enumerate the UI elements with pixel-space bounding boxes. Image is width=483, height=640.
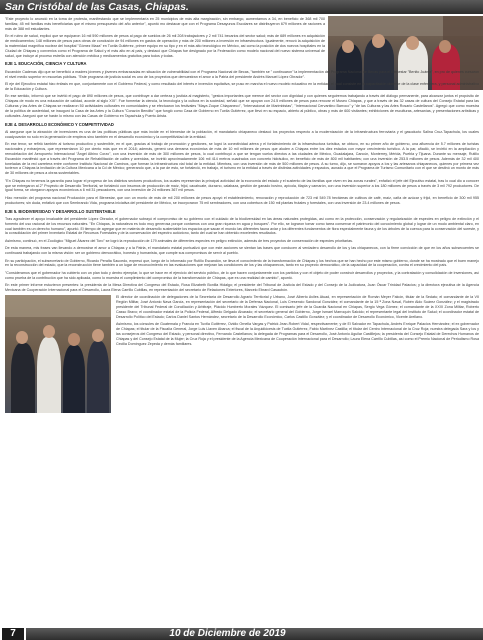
paragraph: Escandón Cadenas dijo que se benefició a madres jóvenes y jóvenes embarazadas en situación de vulnerabilidad con el Programa Nacional de Becas, "también se " continuaron" la implementación del Programa Nacional de Becas para el Bienestar "Benito Juárez", en pro de quienes cursaron el nivel medio superior en escuelas públicas. "Este programa de justicia social es uno de los proyectos que demuestran el amor a la Patria del presidente Andrés Manuel López Obrador".	[5, 69, 479, 79]
section-heading: EJE 5. BIODIVERSIDAD Y DESARROLLO SUSTENTABLE	[5, 208, 116, 214]
paragraph: En su participación, el subsecretario de Gobierno, Ricardo Peralta Saucedo, expresó que, luego de lo informado por Rutilio Escandón, se lleva el conocimiento de la transformación de Chiapas y los hechos que se han hecho por este mismo gobierno, donde se ha mostrado que el buen manejo en la reconstrucción del estado, que la reconstrucción tiene también a un lugar de reconocimiento en las evaluaciones que mejoran las condiciones de los y las chiapanecos, tanto en su proyecto democrático, de la capacidad de la cooperación, contra el crecimiento del país.	[5, 258, 479, 268]
paragraph: Asimismo, continuó, en el Zoológico "Miguel Álvarez del Toro" se logró la reproducción de 179 animales de diferentes especies en peligro extinción, además de tres proyectos de conservación de especies prioritarias.	[5, 238, 353, 243]
paragraph: Tras agradecer el apoyo invaluable del presidente López Obrador, el gobernador subrayó el compromiso de su gobierno con el cuidado de la biodiversidad en las áreas naturales protegidas, así como en la protección, conservación y regularización de especies en peligro de extinción y el fomento del uso racional de los recursos naturales. "En Chiapas, la naturaleza es todo muy generosa porque contamos con una gran riqueza en agua y bosques". Por ello, se lograron tomar como tarea conservar el patrimonio del conocimiento global y lograr de un modo ambiental claro, en cual también es un derecho humano", apuntó. El tiempo de agregar que en materia de desarrollo sustentable los espacios que sacan el mundo las diferentes fauna aviar y los diferentes fundamentos de flora especialmente fauna y de los árboles de la cuenca para la conservación del sureste, y la consolidación del primer Inventario Estatal de Recursos Forestales y de la conservación del espectro autóctono, tanto del cual se han obtenido excelentes resultados.	[5, 216, 479, 236]
paragraph: Asimismo, los cónsules de Guatemala y Francia en Tuxtla Gutiérrez, Ovidio Ornella Vargas y Patrick Jean-Robert Vidal, respectivamente; y de El Salvador en Tapachula, Andrés Enrique Palacios Hernández; el ex gobernador de Chiapas; el titular de la Fiscalía General, Jorge Luis Llaven Abarca; el fiscal de la Arquidiócesis de Tuxtla Gutiérrez, Fabio Martínez Castilla; el titular del Centro Internacional de la Cruz Roja; nuestra delegada Sara y los y las consejeros del Congreso del Estado, y personal directivo, Fernando Castellanos; la delegada de Programas para el Desarrollo, José Antonio Aguilar Castillejos; la presidenta del Consejo Estatal de Derechos Humanos de Chiapas y del Consejo Estatal de la Mujer; la Cruz Roja y el presidente de la Agencia Mexicana de Cooperación Internacional para el Desarrollo; Laura Elena Carrillo Cubillas, así como el Premio Nacional de Periodismo Rosa Cecilia Domínguez Zepeda y demás familiares.	[116, 322, 479, 346]
paragraph: El eje del Ejecutivo estatal hizo énfasis en que, conjuntamente con el Gobierno Federal, y como resultado del interés e inversión equitativa, se puso en marcha el nuevo modelo educativo en la entidad, el cual consiste en la capacitación docente de la clase enfermera, y personal administrativo de la Educación y Cultura.	[5, 82, 479, 91]
paragraph: En ese sentido, informó que se invirtió el pago de 890 millones de pesos, que contribuye a dar certeza y justicia al magisterio, "gestos importantes que merece del sector con dignidad y con quienes seguiremos trabajando a través del diálogo permanente, para alcanzar juntos el propósito de Chiapas de modo es una educación de calidad, acorde al siglo XXI". Fue fomentar la ciencia, la tecnología y la cultura en la sociedad, señaló que se apoyan con 24.5 millones de pesos para renovar el Museo Chiapas, y que a través de las 32 casas de cultura del Consejo Estatal para las Culturas y las Artes de Chiapas se realizaron 50 actividades culturales en comunidades y se efectuaron los festivales "Maya Zoque Chiapaneco", "Internacional de Marimbistas", "Internacional Cervantino Barroco" y "de las Culturas y las Artes Rosario Castellanos". Agregó que como muestra de la política de austeridad, se inauguró la Casa de las Artes y la Cultura "Corazón Bendito" que fungió como Casa de Gobierno en Tuxtla Gutiérrez, que llevó en su espacio, abierto al público, obras y más de 600 visitantes; exhibiciones de esculturas, artesanías, y presentaciones artísticas y culturales. Aseguró que se harán lo mismo con las Casas de Gobierno en Tapachula y Puerto Arista.	[5, 94, 479, 118]
paragraph: Hizo mención del programa nacional Producción para el Bienestar, que con un monto de más de mil 200 millones de pesos apoyó el establecimiento, renovación y reproducción de 723 mil 549.78 hectáreas de cultivos de café, maíz, caña de azúcar y frijol, en beneficio de 300 mil 955 productores; sin duda, enfatizó que con Sembrando Vida, programa iniciativa del presidente de México, se incorporaron 75 mil sembradores, con una cobertura de 150 mil plantas frutales y forestales, con una inversión de 23.4 millones de pesos.	[5, 195, 479, 205]
issue-date: 10 de Diciembre de 2019	[169, 628, 286, 639]
section-heading: EJE 1. EDUCACIÓN, CIENCIA Y CULTURA	[5, 61, 87, 67]
footer-bar	[26, 628, 483, 640]
paragraph: Al asegurar que la atracción de inversiones es una de las políticas públicas que más incide en el bienestar de la población, el mandatario chiapaneco destacó los proyectos respecto a la modernización de la infraestructura ferroviaria y el gasoducto Salina Cruz-Tapachula, los cuales coadyuvarán no solo en la generación de empleos sino también en el desarrollo económico y la competitividad de la entidad.	[5, 129, 479, 139]
article-body	[5, 17, 479, 416]
paragraph: "Este proyecto lo anunció en la toma de protesta, manifestando que se implementaría en 25 municipios de más alta marginación, sin embargo, aumentamos a 34, en beneficio de 368 mil 700 familias; 45 mil familias más beneficiarias que el mismo presupuesto del año anterior", apuntó mo destacar que con el Programa Desayunos Escolares se distribuyeron 679 millones de raciones a más de 388 mil estudiantes.	[5, 17, 325, 31]
paragraph: En ese tenor, se refirió también al turismo productivo y sostenible, en el que, gracias al trabajo de promoción y gestiones, se logró la conectividad aérea y el fortalecimiento de la infraestructura turística, se obtuvo, en su primer año de gobierno, una afluencia de 5.7 millones de turistas nacionales y extranjeros, que representaron 10 por ciento más que en el 2018; además, generó una derrama económica de más de 10 mil millones de pesos que aluden a Chiapas entre los diez estados con mayor crecimiento turístico. A la par, añadió, se invirtió en la ampliación y remodelación del Aeropuerto Internacional "Ángel Albino Corzo", con una inversión de más de 300 millones de pesos, lo cual contribuyó a que se tengan vuelos directos a las ciudades de México, Guadalajara, Cancún, Monterrey, Mérida, Puebla y Tijuana. Durante su mensaje, Rutilio Escandón manifestó que a través del Programa de Rehabilitación de calles y avenidas, se invirtió aproximadamente 106 mil 414 metros cuadrados con concreto hidráulico, en beneficio de más de 800 mil habitantes; con una inversión de 253.5 millones de pesos. Además de 32 mil 400 toneladas de la red carretera entre conforme Instituto Nacional de Caminos, que forman la infraestructura vial total de la entidad. Mientras, con una inversión de más de 500 millones de pesos. A su turno, dijo, se sumaron apoyos a los y las artesanos chiapanecos, quienes por primera vez tuvieron a Chiapas la invitación de la Cultura Mexicana a la Cd de México; generando que, a la par de esto, se fortaleció, en trabajo, el turismo en la entidad a través de distintas actividades y espacios, aunado a que el Programa de Turismo Comunitario con el que se destinó un monto de más de 30 millones de pesos a obras sustentables.	[5, 142, 479, 176]
paragraph: En el rubro de salud, explicó que se equiparon 16 mil 590 millones de pesos al pago de sueldos de 26 mil 208 trabajadores y 2 mil 741 becarios del sector salud; más de 689 millones en adquisición de medicamentos; 148 millones de pesos para obras de conclusión de 94 millones en gastos de operación y más de 200 millones a inversión en infraestructura. Igualmente, renovó la adquisición de la maternidad magnífica nuclear del hospital "Gómez Maza" en Tuxtla Gutiérrez, primer equipo en su tipo y en el más alto tecnológico en México, así como la posición de dos nuevos hospitales en la Ciudad de Chiapas y convenios como el Programa de Salud y el más alto en al país, y destacó que Chiapas fue designado por la Federación como modelo nacional del nuevo sistema universal de salud, que incluye al proceso estrella con atención médica y medicamentos gratuitos para todos y todas.	[5, 34, 325, 58]
paragraph: "En Chiapas no tenemos la garantía para lograr el progreso de los distintos sectores productivos, los cuales representan la principal actividad de la economía del estado y el sustento de las familias que viven en las zonas rurales", enfatizó el jefe del Ejecutivo estatal, tras lo cual dio a conocer que se entregaron al 2° Proyecto de Desarrollo Territorial, se fortaleció con insumos de producción de maíz, frijol, cacahuate, durazno, calabaza, gestión de ganado bovino, apícola, tilapia y camarón, con una inversión superior a los 180 millones de pesos a través de 3 mil 792 productores. De igual forma, se otorgaron apoyos económicos a 6 mil 31 pescadores, con una inversión de 24 millones 367 mil pesos.	[5, 178, 479, 193]
page-title: San Cristóbal de las Casas, Chiapas.	[5, 1, 189, 13]
paragraph: El director de coordinación de delegaciones de la Secretaría de Desarrollo Agrario Territorial y Urbano, José Alberto Aviles Atuad, en representación de Román Meyer Falcón, titular de la Sedatu; el comandante de la VII Región Militar, José Antonio Nava García, en representación del secretario de la Defensa Nacional, Luis Cresencio Sandoval González; el comandante de la 15 ª Zona Naval, Rubén Aldo Suárez González; y el magistrado presidente del Tribunal Federal de Conciliación y Arbitraje, Plácido Humberto Morales Vázquez. El comisario jefe de la Guardia Nacional en Chiapas, Sergio Vega Gómez; el comandante de la XXXI Zona Militar, Roberto Casso Bravo; el coordinador estatal de la Policía Federal, Alfredo Delgado Alvarado; el secretario general del Gobierno, Jorge Ismael Marroquín Salcido; el representante legal del Instituto de Salud; el coordinador estatal de Desarrollo Político del Estado; Carlos Daniel Santos Hernández, secretario de la Desarrollo Económico, Carlos Castillo González; y el coordinador de Desarrollo Económico, Vicente Arellano.	[116, 295, 479, 319]
paragraph: De esta manera, mis frases van llevando a demostrar el amor a Chiapas y a la Patria, el mandatario estatal puntualizó que con este acciones se sientan las bases que conducen al verdadero desarrollo de los y las chiapanecos, con la firme convicción de que en los años subsecuentes se continuará trabajando con la misma visión: ser un gobierno democrático, honesto y humanista, que cumple sus compromisos de servir al pueblo.	[5, 246, 479, 256]
photo-and-text	[5, 295, 479, 413]
paragraph: "Consideramos que el gobernador ha cubierto con un plan todo y dentro ejemplar, lo que se hace en el ejercicio del servicio público, de lo que hacen conjuntamente con los partidos y con el objeto de poder construir desarrollos y proyectos, y la contratación y consolidación de inversiones, así como prueba de la contribución que ha sido aplicada, como lo muestra el cumplimiento del compromiso de la transformación de Chiapas, que es una realidad de cambio", apuntó.	[5, 270, 479, 280]
newspaper-footer	[0, 627, 483, 640]
section-heading: EJE 4. DESARROLLO ECONÓMICO Y COMPETITIVIDAD	[5, 121, 114, 127]
newspaper-header	[0, 0, 483, 14]
officials-photo	[5, 295, 111, 413]
paragraph: En este primer informe estuvieron presentes: la presidenta de la Mesa Directiva del Congreso del Estado, Rosa Elizabeth Bonilla Hidalgo; el presidente del Tribunal de Justicia del Estado y del Consejo de la Judicatura, Juan Óscar Trinidad Palacios; y la directora ejecutiva de la Agencia Mexicana de Cooperación Internacional para el Desarrollo, Laura Elena Carrillo Cubillas, en representación del secretario de Relaciones Exteriores, Marcelo Ebrard Casaubón.	[5, 283, 479, 293]
page-number: 7	[2, 628, 24, 640]
